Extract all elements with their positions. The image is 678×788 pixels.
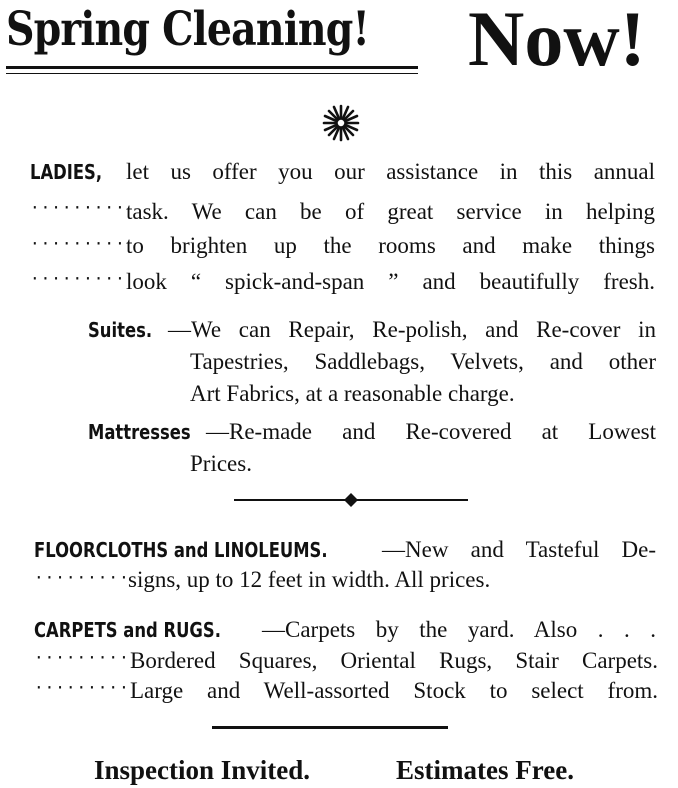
intro-line-3-text: to brighten up the rooms and make things <box>126 233 655 258</box>
leader-dots-4: ········· <box>34 568 130 587</box>
intro-line-2 <box>126 200 655 223</box>
intro-line-2-text: task. We can be of great service in helping <box>126 199 655 224</box>
carpets-line-1 <box>34 618 656 641</box>
divider-rule-2 <box>212 726 448 729</box>
headline-rule-thick <box>6 66 418 69</box>
carpets-line-3-text: Large and Well-assorted Stock to select from. <box>130 678 658 703</box>
mattresses-line-1 <box>88 420 656 443</box>
headline-rule-thin <box>6 73 418 74</box>
flower-ornament-icon <box>322 104 360 142</box>
intro-line-4-text: look “ spick-and-span ” and beautifully fresh. <box>126 269 655 294</box>
carpets-line-1-text: —Carpets by the yard. Also . . . <box>262 617 656 642</box>
carpets-line-2 <box>130 649 658 672</box>
intro-line-1 <box>30 160 655 183</box>
intro-line-1-text: let us offer you our assistance in this annual <box>126 159 655 184</box>
suites-line-1 <box>88 318 656 341</box>
carpets-line-3 <box>130 679 658 702</box>
floorcloths-line-1-text: —New and Tasteful De- <box>382 537 656 562</box>
intro-line-3 <box>126 234 655 257</box>
intro-line-4 <box>126 270 655 293</box>
leader-dots-5: ········· <box>34 648 130 667</box>
leader-dots-6: ········· <box>34 678 130 697</box>
intro-lead: LADIES, <box>30 160 103 184</box>
suites-line-3: Art Fabrics, at a reasonable charge. <box>190 381 515 406</box>
floorcloths-line-1 <box>34 538 656 561</box>
mattresses-lead: Mattresses <box>88 420 191 444</box>
suites-line-2 <box>190 350 656 373</box>
carpets-line-2-text: Bordered Squares, Oriental Rugs, Stair Carpets. <box>130 648 658 673</box>
suites-line-1-text: —We can Repair, Re-polish, and Re-cover in <box>168 317 656 342</box>
mattresses-line-2: Prices. <box>190 451 252 476</box>
leader-dots-3: ········· <box>30 269 126 288</box>
footer-inspection-invited: Inspection Invited. <box>94 755 311 785</box>
floorcloths-lead: FLOORCLOTHS and LINOLEUMS. <box>34 538 328 562</box>
mattresses-line-1-text: —Re-made and Re-covered at Lowest <box>206 419 656 444</box>
carpets-lead: CARPETS and RUGS. <box>34 618 221 642</box>
diamond-divider-icon <box>343 492 359 508</box>
headline-now: Now! <box>468 0 646 82</box>
floorcloths-line-2: signs, up to 12 feet in width. All prices. <box>128 567 491 592</box>
leader-dots-1: ········· <box>30 198 126 217</box>
leader-dots-2: ········· <box>30 234 126 253</box>
footer-estimates-free: Estimates Free. <box>396 755 574 785</box>
suites-line-2-text: Tapestries, Saddlebags, Velvets, and other <box>190 349 656 374</box>
suites-lead: Suites. <box>88 318 153 342</box>
headline-spring-cleaning: Spring Cleaning! <box>6 2 369 57</box>
